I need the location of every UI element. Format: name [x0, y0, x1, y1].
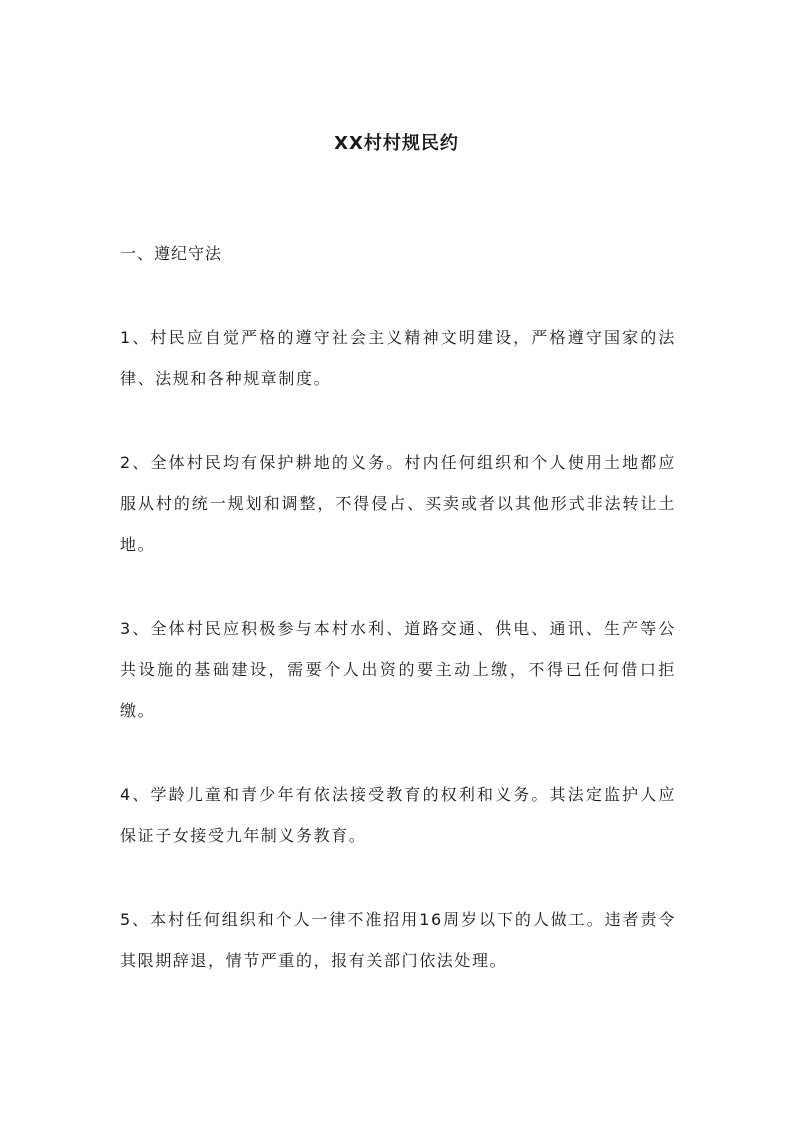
paragraph-5: 5、本村任何组织和个人一律不准招用16周岁以下的人做工。违者责令其限期辞退，情节严重的，报有关部门依法处理。 [120, 910, 676, 970]
document-title: XX村村规民约 [334, 133, 459, 154]
paragraph-2: 2、全体村民均有保护耕地的义务。村内任何组织和个人使用土地都应服从村的统一规划和调整，不得侵占、买卖或者以其他形式非法转让土地。 [120, 453, 676, 554]
paragraph-4: 4、学龄儿童和青少年有依法接受教育的权利和义务。其法定监护人应保证子女接受九年制义务教育。 [120, 785, 676, 845]
section-heading: 一、遵纪守法 [120, 244, 223, 263]
paragraph-1: 1、村民应自觉严格的遵守社会主义精神文明建设，严格遵守国家的法律、法规和各种规章制度。 [120, 328, 676, 388]
paragraph-3: 3、全体村民应积极参与本村水利、道路交通、供电、通讯、生产等公共设施的基础建设，需要个人出资的要主动上缴，不得已任何借口拒缴。 [120, 619, 676, 720]
